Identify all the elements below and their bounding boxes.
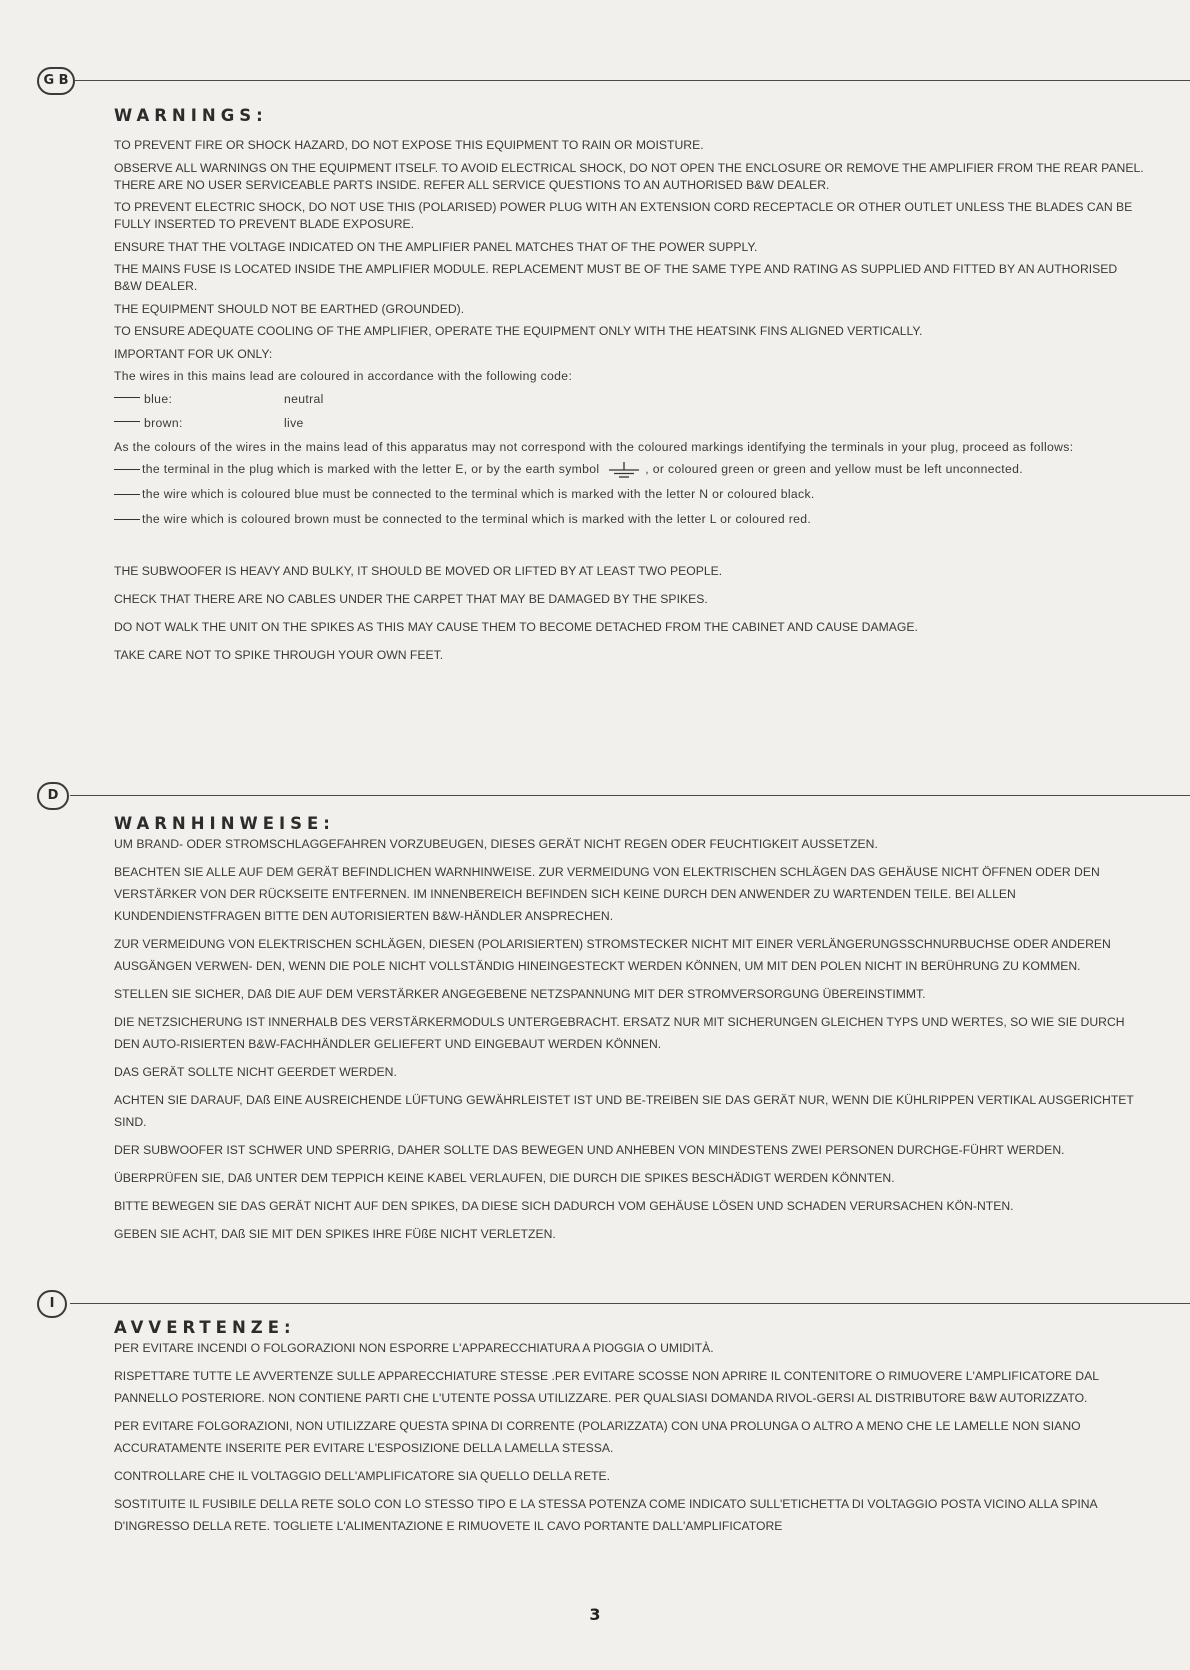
warning-paragraph: BEACHTEN SIE ALLE AUF DEM GERÄT BEFINDLICHEN WARNHINWEISE. ZUR VERMEIDUNG VON ELEKTRISCHEN SCHLÄGEN DAS GEHÄUSE NICHT ÖFFNEN ODER DEN VERSTÄRKER VON DER RÜCKSEITE ENTFERNEN. IM INNENBEREICH BEFINDEN SICH KEINE DURCH DEN ANWENDER ZU WARTENDEN TEILE. BEI ALLEN KUNDENDIENSTFRAGEN BITTE DEN AUTORISIERTEN B&W-HÄNDLER ANSPRECHEN. (114, 865, 1100, 923)
warning-paragraph: CONTROLLARE CHE IL VOLTAGGIO DELL'AMPLIFICATORE SIA QUELLO DELLA RETE. (114, 1469, 611, 1483)
warning-paragraph: THE EQUIPMENT SHOULD NOT BE EARTHED (GROUNDED). (114, 301, 465, 316)
warning-paragraph: TO PREVENT ELECTRIC SHOCK, DO NOT USE THIS (POLARISED) POWER PLUG WITH AN EXTENSION CORD RECEPTACLE OR OTHER OUTLET UNLESS THE BLADES CAN BE FULLY INSERTED TO PREVENT BLADE EXPOSURE. (114, 200, 1133, 231)
warning-paragraph: ÜBERPRÜFEN SIE, DAß UNTER DEM TEPPICH KEINE KABEL VERLAUFEN, DIE DURCH DIE SPIKES BESCHÄDIGT WERDEN KÖNNTEN. (114, 1171, 895, 1185)
language-marker-i: I (37, 1290, 67, 1318)
warning-paragraph: ENSURE THAT THE VOLTAGE INDICATED ON THE AMPLIFIER PANEL MATCHES THAT OF THE POWER SUPPLY. (114, 239, 758, 254)
warning-paragraph: THE SUBWOOFER IS HEAVY AND BULKY, IT SHOULD BE MOVED OR LIFTED BY AT LEAST TWO PEOPLE. (114, 564, 723, 578)
warning-paragraph: GEBEN SIE ACHT, DAß SIE MIT DEN SPIKES IHRE FÜßE NICHT VERLETZEN. (114, 1227, 556, 1241)
warning-paragraph: PER EVITARE FOLGORAZIONI, NON UTILIZZARE QUESTA SPINA DI CORRENTE (POLARIZZATA) CON UNA PROLUNGA O ALTRO A MENO CHE LE LAMELLE NON SIANO ACCURATAMENTE INSERITE PER EVITARE L'ESPOSIZIONE DELLA LAMELLA STESSA. (114, 1419, 1081, 1455)
warning-paragraph: IMPORTANT FOR UK ONLY: (114, 346, 273, 361)
section-heading: WARNINGS: (114, 106, 268, 125)
page-number: 3 (589, 1605, 601, 1624)
warning-paragraph: ZUR VERMEIDUNG VON ELEKTRISCHEN SCHLÄGEN, DIESEN (POLARISIERTEN) STROMSTECKER NICHT MIT EINER VERLÄNGERUNGSSCHNURBUCHSE ODER ANDEREN AUSGÄNGEN VERWEN- DEN, WENN DIE POLE NICHT VOLLSTÄNDIG HINEINGESTECKT WERDEN KÖNNEN, UM MIT DEN POLEN NICHT IN BERÜHRUNG ZU KOMMEN. (114, 937, 1111, 973)
earth-symbol-icon (607, 462, 641, 478)
warning-paragraph: CHECK THAT THERE ARE NO CABLES UNDER THE CARPET THAT MAY BE DAMAGED BY THE SPIKES. (114, 592, 708, 606)
warning-paragraph: DIE NETZSICHERUNG IST INNERHALB DES VERSTÄRKERMODULS UNTERGEBRACHT. ERSATZ NUR MIT SICHERUNGEN GLEICHEN TYPS UND WERTES, SO WIE SIE DURCH DEN AUTO-RISIERTEN B&W-FACHHÄNDLER GELIEFERT UND EINGEBAUT WERDEN KÖNNEN. (114, 1015, 1125, 1051)
section-body (114, 137, 1144, 672)
dash-icon (114, 469, 140, 470)
warning-paragraph: RISPETTARE TUTTE LE AVVERTENZE SULLE APPARECCHIATURE STESSE .PER EVITARE SCOSSE NON APRIRE IL CONTENITORE O RIMUOVERE L'AMPLIFICATORE DAL PANNELLO POSTERIORE. NON CONTIENE PARTI CHE L'UTENTE POSSA UTILIZZARE. PER QUALSIASI DOMANDA RIVOL-GERSI AL DISTRIBUTORE B&W AUTORIZZATO. (114, 1369, 1099, 1405)
warning-paragraph: DAS GERÄT SOLLTE NICHT GEERDET WERDEN. (114, 1065, 397, 1079)
warning-paragraph: PER EVITARE INCENDI O FOLGORAZIONI NON ESPORRE L'APPARECCHIATURA A PIOGGIA O UMIDITÀ. (114, 1341, 714, 1355)
dash-icon (114, 397, 140, 398)
warning-paragraph: TO PREVENT FIRE OR SHOCK HAZARD, DO NOT EXPOSE THIS EQUIPMENT TO RAIN OR MOISTURE. (114, 138, 704, 152)
section-rule (75, 80, 1190, 81)
warning-paragraph: SOSTITUITE IL FUSIBILE DELLA RETE SOLO CON LO STESSO TIPO E LA STESSA POTENZA COME INDICATO SULL'ETICHETTA DI VOLTAGGIO POSTA VICINO ALLA SPINA D'INGRESSO DELLA RETE. TOGLIETE L'ALIMENTAZIONE E RIMUOVETE IL CAVO PORTANTE DALL'AMPLIFICATORE (114, 1497, 1097, 1533)
section-heading: WARNHINWEISE: (114, 814, 335, 833)
dash-icon (114, 421, 140, 422)
wires-intro: The wires in this mains lead are coloured in accordance with the following code: (114, 369, 573, 383)
subwoofer-warnings (114, 560, 1144, 666)
section-heading: AVVERTENZE: (114, 1318, 296, 1337)
warning-paragraph: STELLEN SIE SICHER, DAß DIE AUF DEM VERSTÄRKER ANGEGEBENE NETZSPANNUNG MIT DER STROMVERSORGUNG ÜBEREINSTIMMT. (114, 987, 926, 1001)
warning-paragraph: UM BRAND- ODER STROMSCHLAGGEFAHREN VORZUBEUGEN, DIESES GERÄT NICHT REGEN ODER FEUCHTIGKEIT AUSSETZEN. (114, 837, 878, 851)
dash-icon (114, 519, 140, 520)
spacer (114, 536, 1144, 560)
wire-code-row: brown: live (114, 415, 1144, 432)
warning-paragraph: ACHTEN SIE DARAUF, DAß EINE AUSREICHENDE LÜFTUNG GEWÄHRLEISTET IST UND BE-TREIBEN SIE DAS GERÄT NUR, WENN DIE KÜHLRIPPEN VERTIKAL AUSGERICHTET SIND. (114, 1093, 1134, 1129)
section-body (114, 1337, 1144, 1543)
dash-icon (114, 494, 140, 495)
warning-paragraph: THE MAINS FUSE IS LOCATED INSIDE THE AMPLIFIER MODULE. REPLACEMENT MUST BE OF THE SAME TYPE AND RATING AS SUPPLIED AND FITTED BY AN AUTHORISED B&W DEALER. (114, 262, 1118, 293)
warning-paragraph: TO ENSURE ADEQUATE COOLING OF THE AMPLIFIER, OPERATE THE EQUIPMENT ONLY WITH THE HEATSINK FINS ALIGNED VERTICALLY. (114, 324, 923, 338)
instruction-blue: the wire which is coloured blue must be connected to the terminal which is marked with the letter N or coloured black. (114, 486, 1144, 503)
warning-paragraph: DO NOT WALK THE UNIT ON THE SPIKES AS THIS MAY CAUSE THEM TO BECOME DETACHED FROM THE CABINET AND CAUSE DAMAGE. (114, 620, 918, 634)
warning-paragraph: BITTE BEWEGEN SIE DAS GERÄT NICHT AUF DEN SPIKES, DA DIESE SICH DADURCH VOM GEHÄUSE LÖSEN UND SCHADEN VERURSACHEN KÖN-NTEN. (114, 1199, 1014, 1213)
wire-code-row: blue: neutral (114, 391, 1144, 408)
instruction-earth: the terminal in the plug which is marked with the letter E, or by the earth symbol , or coloured green or green and yellow must be left unconnected. (114, 461, 1144, 478)
section-body (114, 833, 1144, 1251)
warning-paragraph: TAKE CARE NOT TO SPIKE THROUGH YOUR OWN FEET. (114, 648, 444, 662)
section-rule (70, 795, 1190, 796)
section-rule (70, 1303, 1190, 1304)
language-marker-gb: G B (37, 67, 75, 95)
warning-paragraph: DER SUBWOOFER IST SCHWER UND SPERRIG, DAHER SOLLTE DAS BEWEGEN UND ANHEBEN VON MINDESTENS ZWEI PERSONEN DURCHGE-FÜHRT WERDEN. (114, 1143, 1065, 1157)
warning-paragraph: OBSERVE ALL WARNINGS ON THE EQUIPMENT ITSELF. TO AVOID ELECTRICAL SHOCK, DO NOT OPEN THE ENCLOSURE OR REMOVE THE AMPLIFIER FROM THE REAR PANEL. THERE ARE NO USER SERVICEABLE PARTS INSIDE. REFER ALL SERVICE QUESTIONS TO AN AUTHORISED B&W DEALER. (114, 160, 1144, 192)
language-marker-d: D (37, 782, 69, 810)
colours-note: As the colours of the wires in the mains lead of this apparatus may not correspond with the coloured markings identifying the terminals in your plug, proceed as follows: (114, 439, 1074, 454)
instruction-brown: the wire which is coloured brown must be connected to the terminal which is marked with the letter L or coloured red. (114, 511, 1144, 528)
